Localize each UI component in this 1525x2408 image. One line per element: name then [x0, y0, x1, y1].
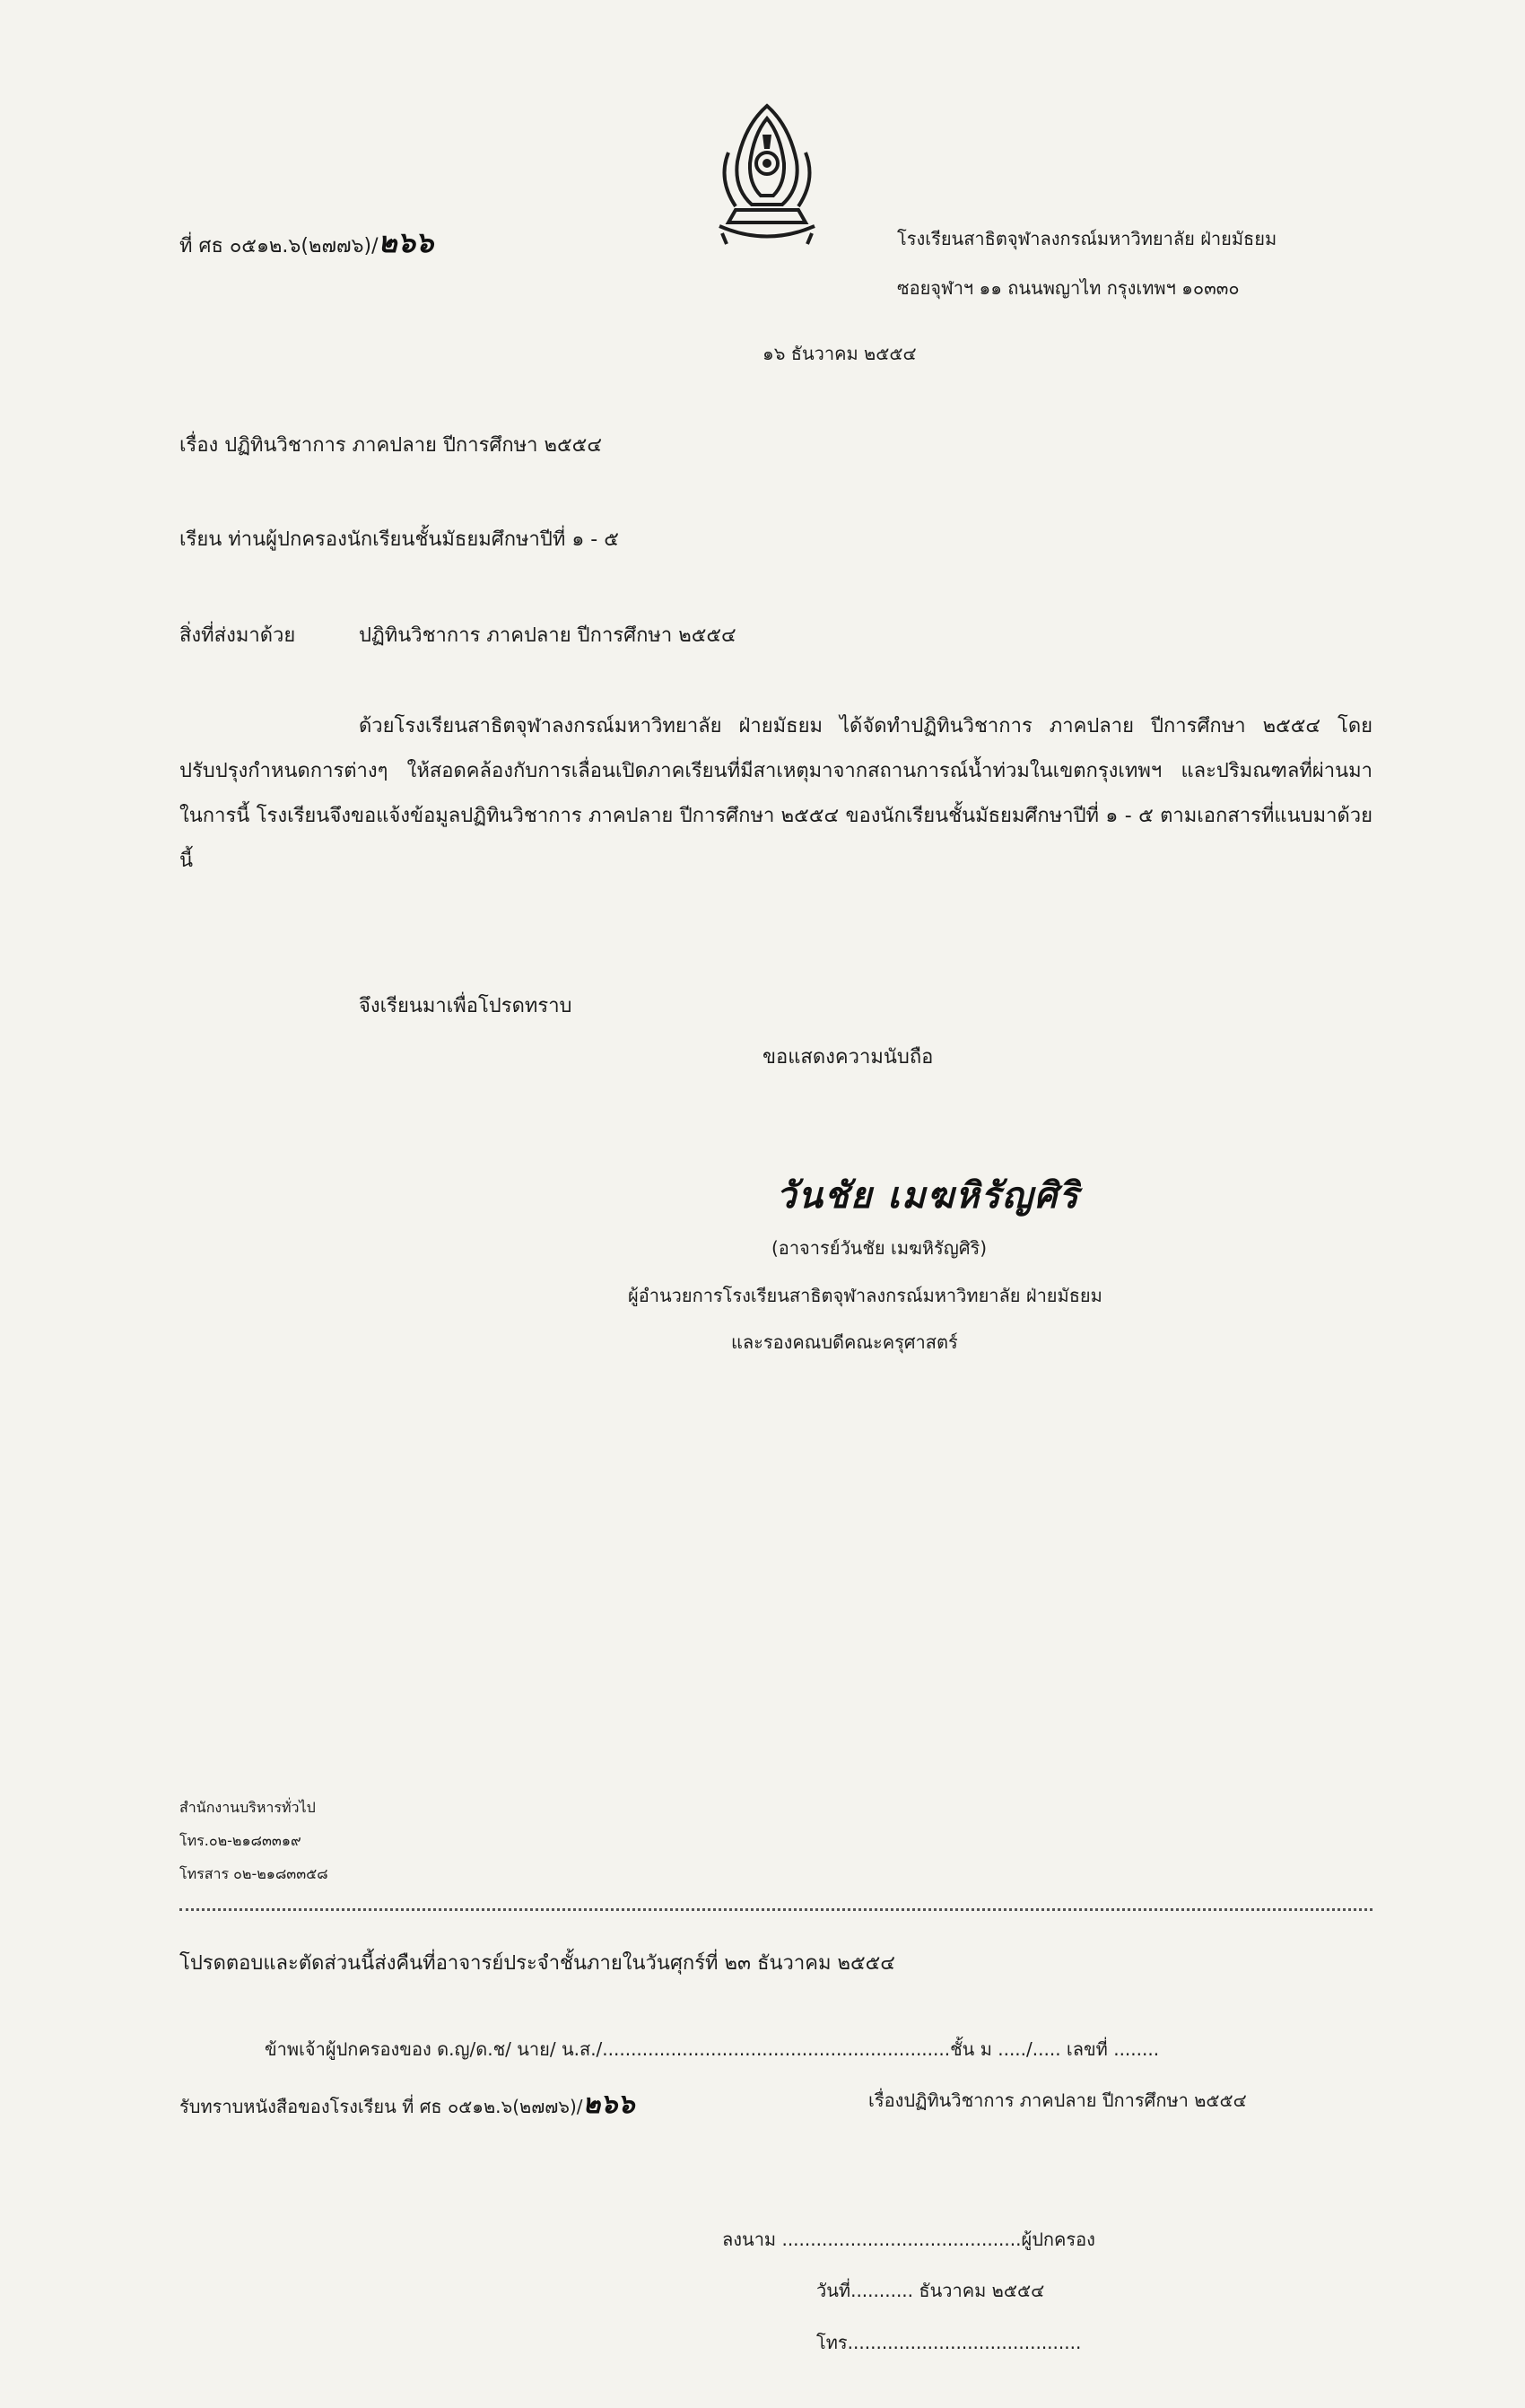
signer-title: ผู้อำนวยการโรงเรียนสาธิตจุฬาลงกรณ์มหาวิทยาลัย ฝ่ายมัธยม [628, 1285, 1102, 1306]
show-through-background [296, 269, 1399, 1633]
reply-instruction: โปรดตอบและตัดส่วนนี้ส่งคืนที่อาจารย์ประจำชั้นภายในวันศุกร์ที่ ๒๓ ธันวาคม ๒๕๕๔ [179, 1952, 895, 1975]
reference-number [179, 220, 433, 266]
date-field[interactable]: วันที่........... ธันวาคม ๒๕๕๔ [816, 2280, 1045, 2301]
closing-request: จึงเรียนมาเพื่อโปรดทราบ [359, 995, 572, 1017]
enclosure-item: ปฏิทินวิชาการ ภาคปลาย ปีการศึกษา ๒๕๕๔ [359, 624, 736, 647]
signature: วันชัย เมฆหิรัญศิริ [776, 1174, 1080, 1217]
acknowledgement-handwritten-number: ๒๖๖ [582, 2089, 635, 2120]
phone-field[interactable]: โทร......................................... [816, 2332, 1082, 2353]
signature-field[interactable]: ลงนาม ..........................................ผู้ปกครอง [722, 2229, 1095, 2250]
letter-recipient: เรียน ท่านผู้ปกครองนักเรียนชั้นมัธยมศึกษาปีที่ ๑ - ๕ [179, 528, 619, 551]
signer-title-secondary: และรองคณบดีคณะครุศาสตร์ [731, 1331, 958, 1353]
school-name: โรงเรียนสาธิตจุฬาลงกรณ์มหาวิทยาลัย ฝ่ายมัธยม [897, 228, 1277, 249]
chula-phra-kiao-emblem-icon [709, 99, 825, 247]
cut-line-divider [179, 1908, 1372, 1911]
letter-date: ๑๖ ธันวาคม ๒๕๕๔ [762, 343, 917, 364]
office-name: สำนักงานบริหารทั่วไป [179, 1799, 316, 1816]
signer-name: (อาจารย์วันชัย เมฆหิรัญศิริ) [771, 1237, 988, 1259]
reference-number-printed: ที่ ศธ ๐๕๑๒.๖(๒๗๗๖)/ [179, 235, 379, 257]
letter-subject: เรื่อง ปฏิทินวิชาการ ภาคปลาย ปีการศึกษา ๒๕๕๔ [179, 434, 602, 457]
parent-name-field[interactable]: ข้าพเจ้าผู้ปกครองของ ด.ญ/ด.ช/ นาย/ น.ส./.............................................................ชั้น ม ...../..... เลขที่ ........ [265, 2038, 1160, 2060]
reference-number-handwritten: ๒๖๖ [378, 225, 434, 259]
acknowledgement-text: รับทราบหนังสือของโรงเรียน ที่ ศธ ๐๕๑๒.๖(๒๗๗๖)/ [179, 2096, 583, 2117]
closing-regards: ขอแสดงความนับถือ [762, 1046, 934, 1069]
reply-subject: เรื่องปฏิทินวิชาการ ภาคปลาย ปีการศึกษา ๒๕๕๔ [868, 2090, 1247, 2111]
school-address: ซอยจุฬาฯ ๑๑ ถนนพญาไท กรุงเทพฯ ๑๐๓๓๐ [897, 277, 1240, 299]
letter-body: ด้วยโรงเรียนสาธิตจุฬาลงกรณ์มหาวิทยาลัย ฝ่ายมัธยม ได้จัดทำปฏิทินวิชาการ ภาคปลาย ปีการศึกษา ๒๕๕๔ โดยปรับปรุงกำหนดการต่างๆ ให้สอดคล้องกับการเลื่อนเปิดภาคเรียนที่มีสาเหตุมาจากสถานการณ์น้ำท่วมในเขตกรุงเทพฯ และปริมณฑลที่ผ่านมา ในการนี้ โรงเรียนจึงขอแจ้งข้อมูลปฏิทินวิชาการ ภาคปลาย ปีการศึกษา ๒๕๕๔ ของนักเรียนชั้นมัธยมศึกษาปีที่ ๑ - ๕ ตามเอกสารที่แนบมาด้วยนี้ [179, 715, 1372, 872]
acknowledgement-line [179, 2083, 634, 2125]
office-phone: โทร.๐๒-๒๑๘๓๓๑๙ [179, 1832, 301, 1849]
office-fax: โทรสาร ๐๒-๒๑๘๓๓๕๘ [179, 1865, 328, 1882]
enclosure-label: สิ่งที่ส่งมาด้วย [179, 624, 296, 647]
